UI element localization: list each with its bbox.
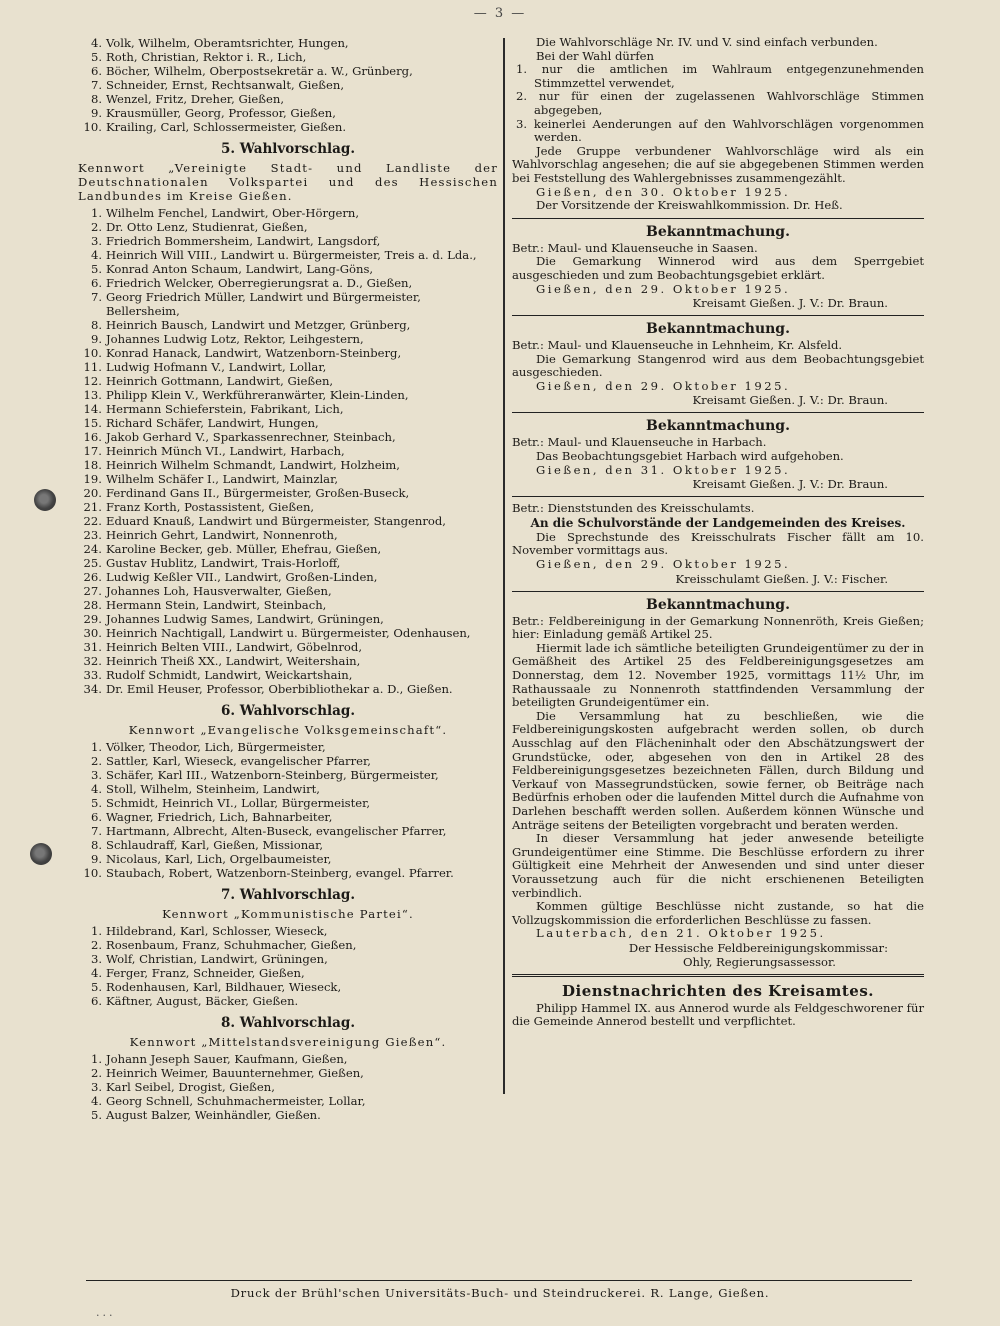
- item-text: Konrad Anton Schaum, Landwirt, Lang-Göns,: [106, 262, 374, 276]
- list-item: [78, 50, 498, 64]
- item-text: Krailing, Carl, Schlossermeister, Gießen.: [106, 120, 347, 134]
- section-5-list: [78, 206, 498, 696]
- item-number: 16.: [83, 430, 102, 444]
- list-item: [78, 682, 498, 696]
- item-text: Heinrich Gehrt, Landwirt, Nonnenroth,: [106, 528, 338, 542]
- item-number: 2.: [90, 938, 102, 952]
- item-text: Konrad Hanack, Landwirt, Watzenborn-Steinberg,: [106, 346, 402, 360]
- item-number: 5.: [90, 50, 102, 64]
- list-item: [78, 36, 498, 50]
- list-item: [78, 248, 498, 262]
- list-item: [78, 938, 498, 952]
- item-text: Ludwig Hofmann V., Landwirt, Lollar,: [106, 360, 327, 374]
- item-text: Heinrich Belten VIII., Landwirt, Göbelnrod,: [106, 640, 363, 654]
- list-item: [78, 444, 498, 458]
- wahl-rule-item: 1. nur die amtlichen im Wahlraum entgegenzunehmenden Stimmzettel verwendet,: [516, 62, 924, 90]
- item-number: 4.: [90, 36, 102, 50]
- list-item: [78, 360, 498, 374]
- item-number: 3.: [90, 234, 102, 248]
- item-number: 1.: [90, 206, 102, 220]
- list-item: [78, 290, 498, 318]
- section-8-kennwort: Kennwort „Mittelstandsvereinigung Gießen“.: [129, 1035, 447, 1049]
- list-item: [78, 318, 498, 332]
- section-7-title: 7. Wahlvorschlag.: [220, 887, 356, 903]
- item-text: Johann Jeseph Sauer, Kaufmann, Gießen,: [106, 1052, 348, 1066]
- item-number: 30.: [83, 626, 102, 640]
- item-text: Richard Schäfer, Landwirt, Hungen,: [106, 416, 319, 430]
- candidate-list-continued: [78, 36, 498, 134]
- schulamt-betr: Betr.: Dienststunden des Kreisschulamts.: [512, 501, 755, 516]
- list-item: [78, 556, 498, 570]
- wahl-paragraph-2: Bei der Wahl dürfen: [536, 48, 655, 63]
- list-item: [78, 570, 498, 584]
- right-column: [512, 36, 924, 1029]
- list-item: [78, 276, 498, 290]
- item-number: 4.: [90, 782, 102, 796]
- list-item: [78, 838, 498, 852]
- list-item: [78, 782, 498, 796]
- item-text: Wagner, Friedrich, Lich, Bahnarbeiter,: [106, 810, 333, 824]
- item-text: Roth, Christian, Rektor i. R., Lich,: [106, 50, 307, 64]
- list-item: [78, 472, 498, 486]
- item-text: Stoll, Wilhelm, Steinheim, Landwirt,: [106, 782, 320, 796]
- item-text: Böcher, Wilhelm, Oberpostsekretär a. W., Grünberg,: [106, 64, 413, 78]
- list-item: [78, 106, 498, 120]
- item-text: Johannes Loh, Hausverwalter, Gießen,: [106, 584, 332, 598]
- bekanntmachung-3-title: Bekanntmachung.: [646, 418, 790, 435]
- list-item: [78, 64, 498, 78]
- list-item: [78, 220, 498, 234]
- item-text: Völker, Theodor, Lich, Bürgermeister,: [106, 740, 326, 754]
- item-text: Krausmüller, Georg, Professor, Gießen,: [106, 106, 336, 120]
- item-text: Johannes Ludwig Lotz, Rektor, Leihgestern,: [106, 332, 364, 346]
- item-number: 7.: [90, 290, 102, 304]
- item-text: Georg Schnell, Schuhmachermeister, Lollar,: [106, 1094, 366, 1108]
- section-8-title: 8. Wahlvorschlag.: [220, 1015, 356, 1031]
- item-text: Käftner, August, Bäcker, Gießen.: [106, 994, 299, 1008]
- list-item: [78, 584, 498, 598]
- item-number: 9.: [90, 106, 102, 120]
- list-item: [78, 924, 498, 938]
- list-item: [78, 640, 498, 654]
- bekanntmachung-4-signature-2: Ohly, Regierungsassessor.: [683, 954, 836, 969]
- list-item: [78, 388, 498, 402]
- item-number: 13.: [83, 388, 102, 402]
- list-item: [78, 1052, 498, 1066]
- wahl-paragraph-3: Jede Gruppe verbundener Wahlvorschläge wird als ein Wahlvorschlag angesehen; die auf sie abgegebenen Stimmen werden bei Feststellung des Wahlergebnisses zusammengezählt.: [512, 143, 924, 185]
- list-item: [78, 994, 498, 1008]
- item-number: 7.: [90, 78, 102, 92]
- item-text: Heinrich Theiß XX., Landwirt, Weitershain,: [106, 654, 361, 668]
- divider: [512, 218, 924, 219]
- item-text: Gustav Hublitz, Landwirt, Trais-Horloff,: [106, 556, 341, 570]
- list-item: [78, 1080, 498, 1094]
- section-6-list: [78, 740, 498, 880]
- item-number: 2.: [90, 754, 102, 768]
- list-item: [78, 78, 498, 92]
- list-item: [78, 980, 498, 994]
- list-item: [78, 740, 498, 754]
- item-text: Schäfer, Karl III., Watzenborn-Steinberg, Bürgermeister,: [106, 768, 439, 782]
- item-number: 17.: [83, 444, 102, 458]
- item-number: 18.: [83, 458, 102, 472]
- item-text: Heinrich Gottmann, Landwirt, Gießen,: [106, 374, 334, 388]
- list-item: [78, 234, 498, 248]
- divider: [512, 315, 924, 316]
- list-item: [78, 416, 498, 430]
- list-item: [78, 332, 498, 346]
- dienstnachrichten-text: Philipp Hammel IX. aus Annerod wurde als Feldgeschworener für die Gemeinde Annerod bestellt und verpflichtet.: [512, 1000, 924, 1029]
- item-number: 8.: [90, 318, 102, 332]
- divider: [512, 412, 924, 413]
- item-number: 27.: [83, 584, 102, 598]
- list-item: [78, 1108, 498, 1122]
- list-item: [78, 206, 498, 220]
- list-item: [78, 120, 498, 134]
- item-number: 2.: [90, 1066, 102, 1080]
- list-item: [78, 824, 498, 838]
- item-number: 1.: [90, 924, 102, 938]
- list-item: [78, 768, 498, 782]
- item-number: 3.: [90, 768, 102, 782]
- wahl-date: Gießen, den 30. Oktober 1925.: [536, 184, 791, 199]
- item-text: Wolf, Christian, Landwirt, Grüningen,: [106, 952, 328, 966]
- item-number: 1.: [90, 1052, 102, 1066]
- item-number: 3.: [90, 1080, 102, 1094]
- list-item: [78, 500, 498, 514]
- list-item: [78, 430, 498, 444]
- item-number: 9.: [90, 852, 102, 866]
- item-number: 34.: [83, 682, 102, 696]
- list-item: [78, 374, 498, 388]
- item-number: 10.: [83, 346, 102, 360]
- bekanntmachung-3-signature: Kreisamt Gießen. J. V.: Dr. Braun.: [692, 477, 888, 492]
- bottom-stain-text: ...: [96, 1306, 116, 1319]
- item-number: 28.: [83, 598, 102, 612]
- wahl-rule-item: 2. nur für einen der zugelassenen Wahlvorschläge Stimmen abgegeben,: [516, 89, 924, 117]
- bekanntmachung-2-text: Die Gemarkung Stangenrod wird aus dem Beobachtungsgebiet ausgeschieden.: [512, 351, 924, 380]
- bekanntmachung-1-date: Gießen, den 29. Oktober 1925.: [536, 281, 791, 296]
- item-text: Georg Friedrich Müller, Landwirt und Bürgermeister, Bellersheim,: [106, 290, 421, 318]
- bekanntmachung-1-title: Bekanntmachung.: [646, 223, 790, 240]
- item-text: Eduard Knauß, Landwirt und Bürgermeister, Stangenrod,: [106, 514, 446, 528]
- list-item: [78, 952, 498, 966]
- item-number: 3.: [90, 952, 102, 966]
- item-number: 29.: [83, 612, 102, 626]
- item-number: 33.: [83, 668, 102, 682]
- wahl-paragraph-1: Die Wahlvorschläge Nr. IV. und V. sind einfach verbunden.: [536, 35, 878, 49]
- item-number: 21.: [83, 500, 102, 514]
- printer-imprint: Druck der Brühl'schen Universitäts-Buch- und Steindruckerei. R. Lange, Gießen.: [230, 1286, 770, 1300]
- section-8-list: [78, 1052, 498, 1122]
- section-5-title: 5. Wahlvorschlag.: [220, 141, 356, 157]
- list-item: [78, 542, 498, 556]
- list-item: [78, 458, 498, 472]
- item-number: 6.: [90, 276, 102, 290]
- item-text: Schneider, Ernst, Rechtsanwalt, Gießen,: [106, 78, 345, 92]
- bekanntmachung-1-signature: Kreisamt Gießen. J. V.: Dr. Braun.: [692, 296, 888, 311]
- bekanntmachung-4-paragraph-3: In dieser Versammlung hat jeder anwesende beteiligte Grundeigentümer eine Stimme. Die Beschlüsse erfordern zu ihrer Gültigkeit eine Mehrheit der Anwesenden und sind unter dieser Voraussetzung auch für die nicht erschienenen Beteiligten verbindlich.: [512, 831, 924, 900]
- item-text: Heinrich Weimer, Bauunternehmer, Gießen,: [106, 1066, 364, 1080]
- item-text: Nicolaus, Karl, Lich, Orgelbaumeister,: [106, 852, 332, 866]
- list-item: [78, 796, 498, 810]
- list-item: [78, 866, 498, 880]
- item-text: Ferdinand Gans II., Bürgermeister, Großen-Buseck,: [106, 486, 410, 500]
- item-number: 22.: [83, 514, 102, 528]
- section-5-kennwort: Kennwort „Vereinigte Stadt- und Landliste der Deutschnationalen Volkspartei und des Hessischen Landbundes im Kreise Gießen.: [78, 161, 498, 203]
- item-text: Sattler, Karl, Wieseck, evangelischer Pfarrer,: [106, 754, 371, 768]
- item-number: 14.: [83, 402, 102, 416]
- item-text: Rodenhausen, Karl, Bildhauer, Wieseck,: [106, 980, 342, 994]
- item-text: Dr. Otto Lenz, Studienrat, Gießen,: [106, 220, 308, 234]
- item-number: 4.: [90, 1094, 102, 1108]
- list-item: [78, 626, 498, 640]
- item-text: Ludwig Keßler VII., Landwirt, Großen-Linden,: [106, 570, 378, 584]
- list-item: [78, 486, 498, 500]
- list-item: [78, 1066, 498, 1080]
- item-text: Hermann Stein, Landwirt, Steinbach,: [106, 598, 327, 612]
- item-number: 10.: [83, 866, 102, 880]
- bekanntmachung-4-paragraph-4: Kommen gültige Beschlüsse nicht zustande, so hat die Vollzugskommission die erforderlichen Beschlüsse zu fassen.: [512, 899, 924, 927]
- bekanntmachung-4-paragraph-2: Die Versammlung hat zu beschließen, wie die Feldbereinigungskosten aufgebracht werden sollen, ob durch Ausschlag auf den Flächeninhalt oder den Abschätzungswert der Grundstücke, oder, abgesehen von den in Artikel 28 des Feldbereinigungsgesetzes bezeichneten Fällen, durch Bildung und Verkauf von Massegrundstücken, sowie ferner, ob Beiträge nach Bedürfnis erhoben oder die laufenden Mittel durch die Aufnahme von Darlehen beschafft werden sollen. Außerdem können Wünsche und Anträge seitens der Beteiligten vorgebracht und beraten werden.: [512, 708, 924, 832]
- bekanntmachung-2-title: Bekanntmachung.: [646, 321, 790, 338]
- schulamt-title: An die Schulvorstände der Landgemeinden des Kreises.: [530, 515, 906, 530]
- page-number: — 3 —: [473, 6, 527, 21]
- list-item: [78, 262, 498, 276]
- list-item: [78, 754, 498, 768]
- item-number: 1.: [90, 740, 102, 754]
- item-text: Heinrich Will VIII., Landwirt u. Bürgermeister, Treis a. d. Lda.,: [106, 248, 477, 262]
- item-text: Wenzel, Fritz, Dreher, Gießen,: [106, 92, 285, 106]
- list-item: [78, 654, 498, 668]
- dienstnachrichten-title: Dienstnachrichten des Kreisamtes.: [562, 981, 874, 1000]
- item-text: Volk, Wilhelm, Oberamtsrichter, Hungen,: [106, 36, 349, 50]
- item-number: 26.: [83, 570, 102, 584]
- schulamt-date: Gießen, den 29. Oktober 1925.: [536, 557, 791, 572]
- item-text: Heinrich Nachtigall, Landwirt u. Bürgermeister, Odenhausen,: [106, 626, 471, 640]
- punch-hole-bottom: [30, 843, 52, 865]
- item-number: 11.: [83, 360, 102, 374]
- list-item: [78, 810, 498, 824]
- item-number: 25.: [83, 556, 102, 570]
- item-text: Schlaudraff, Karl, Gießen, Missionar,: [106, 838, 324, 852]
- item-text: Dr. Emil Heuser, Professor, Oberbibliothekar a. D., Gießen.: [106, 682, 453, 696]
- list-item: [78, 346, 498, 360]
- item-number: 6.: [90, 994, 102, 1008]
- footer-rule: [86, 1280, 912, 1281]
- item-number: 32.: [83, 654, 102, 668]
- item-number: 4.: [90, 966, 102, 980]
- item-number: 9.: [90, 332, 102, 346]
- punch-hole-top: [34, 489, 56, 511]
- item-text: Hartmann, Albrecht, Alten-Buseck, evangelischer Pfarrer,: [106, 824, 447, 838]
- item-number: 4.: [90, 248, 102, 262]
- section-7-list: [78, 924, 498, 1008]
- list-item: [78, 92, 498, 106]
- bekanntmachung-3-text: Das Beobachtungsgebiet Harbach wird aufgehoben.: [536, 449, 844, 464]
- item-number: 23.: [83, 528, 102, 542]
- item-number: 31.: [83, 640, 102, 654]
- wahl-signature: Der Vorsitzende der Kreiswahlkommission. Dr. Heß.: [536, 198, 843, 213]
- divider: [512, 496, 924, 497]
- item-number: 5.: [90, 796, 102, 810]
- item-text: Heinrich Münch VI., Landwirt, Harbach,: [106, 444, 345, 458]
- item-number: 6.: [90, 810, 102, 824]
- bekanntmachung-4-title: Bekanntmachung.: [646, 596, 790, 613]
- item-number: 5.: [90, 1108, 102, 1122]
- item-number: 10.: [83, 120, 102, 134]
- item-text: Ferger, Franz, Schneider, Gießen,: [106, 966, 305, 980]
- list-item: [78, 668, 498, 682]
- bekanntmachung-4-signature-1: Der Hessische Feldbereinigungskommissar:: [628, 940, 888, 955]
- list-item: [78, 852, 498, 866]
- schulamt-signature: Kreisschulamt Gießen. J. V.: Fischer.: [675, 571, 888, 586]
- item-text: Karl Seibel, Drogist, Gießen,: [106, 1080, 275, 1094]
- item-text: Franz Korth, Postassistent, Gießen,: [106, 500, 315, 514]
- item-text: Heinrich Bausch, Landwirt und Metzger, Grünberg,: [106, 318, 411, 332]
- list-item: [78, 402, 498, 416]
- item-text: Friedrich Bommersheim, Landwirt, Langsdorf,: [106, 234, 381, 248]
- list-item: [78, 528, 498, 542]
- bekanntmachung-4-betr: Betr.: Feldbereinigung in der Gemarkung Nonnenröth, Kreis Gießen; hier: Einladung gemäß Artikel 25.: [512, 613, 924, 642]
- item-number: 5.: [90, 980, 102, 994]
- list-item: [78, 966, 498, 980]
- bekanntmachung-4-paragraph-1: Hiermit lade ich sämtliche beteiligten Grundeigentümer zu der in Gemäßheit des Artikel 25 des Feldbereinigungsgesetzes am Donnerstag, dem 12. November 1925, vormittags 11½ Uhr, im Rathaussaale zu Nonnenroth stattfindenden Versammlung der beteiligten Grundeigentümer ein.: [512, 640, 924, 710]
- bekanntmachung-2-date: Gießen, den 29. Oktober 1925.: [536, 378, 791, 393]
- section-6-kennwort: Kennwort „Evangelische Volksgemeinschaft“.: [128, 723, 448, 737]
- item-text: Johannes Ludwig Sames, Landwirt, Grüningen,: [106, 612, 384, 626]
- item-text: Philipp Klein V., Werkführeranwärter, Klein-Linden,: [106, 388, 409, 402]
- item-text: Wilhelm Fenchel, Landwirt, Ober-Hörgern,: [106, 206, 360, 220]
- divider: [512, 591, 924, 592]
- column-divider: [503, 38, 505, 1094]
- item-number: 19.: [83, 472, 102, 486]
- bekanntmachung-1-text: Die Gemarkung Winnerod wird aus dem Sperrgebiet ausgeschieden und zum Beobachtungsgebiet erklärt.: [512, 254, 924, 282]
- item-number: 8.: [90, 92, 102, 106]
- list-item: [78, 612, 498, 626]
- item-text: Schmidt, Heinrich VI., Lollar, Bürgermeister,: [106, 796, 371, 810]
- section-7-kennwort: Kennwort „Kommunistische Partei“.: [162, 907, 414, 921]
- item-text: Heinrich Wilhelm Schmandt, Landwirt, Holzheim,: [106, 458, 400, 472]
- item-text: Friedrich Welcker, Oberregierungsrat a. D., Gießen,: [106, 276, 413, 290]
- item-text: Hildebrand, Karl, Schlosser, Wieseck,: [106, 924, 328, 938]
- item-text: Karoline Becker, geb. Müller, Ehefrau, Gießen,: [106, 542, 382, 556]
- bekanntmachung-1-betr: Betr.: Maul- und Klauenseuche in Saasen.: [512, 240, 758, 255]
- list-item: [78, 514, 498, 528]
- item-number: 15.: [83, 416, 102, 430]
- item-number: 24.: [83, 542, 102, 556]
- item-number: 5.: [90, 262, 102, 276]
- wahl-rule-item: 3. keinerlei Aenderungen auf den Wahlvorschlägen vorgenommen werden.: [516, 116, 924, 145]
- bekanntmachung-2-betr: Betr.: Maul- und Klauenseuche in Lehnheim, Kr. Alsfeld.: [512, 338, 843, 353]
- item-text: Hermann Schieferstein, Fabrikant, Lich,: [106, 402, 344, 416]
- item-number: 7.: [90, 824, 102, 838]
- item-number: 12.: [83, 374, 102, 388]
- bekanntmachung-3-betr: Betr.: Maul- und Klauenseuche in Harbach.: [512, 435, 767, 450]
- left-column: [78, 36, 498, 1122]
- item-text: Staubach, Robert, Watzenborn-Steinberg, evangel. Pfarrer.: [106, 866, 454, 880]
- bekanntmachung-2-signature: Kreisamt Gießen. J. V.: Dr. Braun.: [692, 393, 888, 408]
- bekanntmachung-4-date: Lauterbach, den 21. Oktober 1925.: [536, 926, 826, 941]
- item-number: 6.: [90, 64, 102, 78]
- item-text: Rosenbaum, Franz, Schuhmacher, Gießen,: [106, 938, 357, 952]
- item-text: Rudolf Schmidt, Landwirt, Weickartshain,: [106, 668, 353, 682]
- item-number: 8.: [90, 838, 102, 852]
- list-item: [78, 1094, 498, 1108]
- list-item: [78, 598, 498, 612]
- item-text: Wilhelm Schäfer I., Landwirt, Mainzlar,: [106, 472, 339, 486]
- item-number: 20.: [83, 486, 102, 500]
- item-text: Jakob Gerhard V., Sparkassenrechner, Steinbach,: [106, 430, 396, 444]
- schulamt-text: Die Sprechstunde des Kreisschulrats Fischer fällt am 10. November vormittags aus.: [512, 529, 924, 558]
- section-6-title: 6. Wahlvorschlag.: [220, 703, 356, 719]
- divider: [512, 974, 924, 977]
- item-number: 2.: [90, 220, 102, 234]
- item-text: August Balzer, Weinhändler, Gießen.: [106, 1108, 321, 1122]
- bekanntmachung-3-date: Gießen, den 31. Oktober 1925.: [536, 462, 791, 477]
